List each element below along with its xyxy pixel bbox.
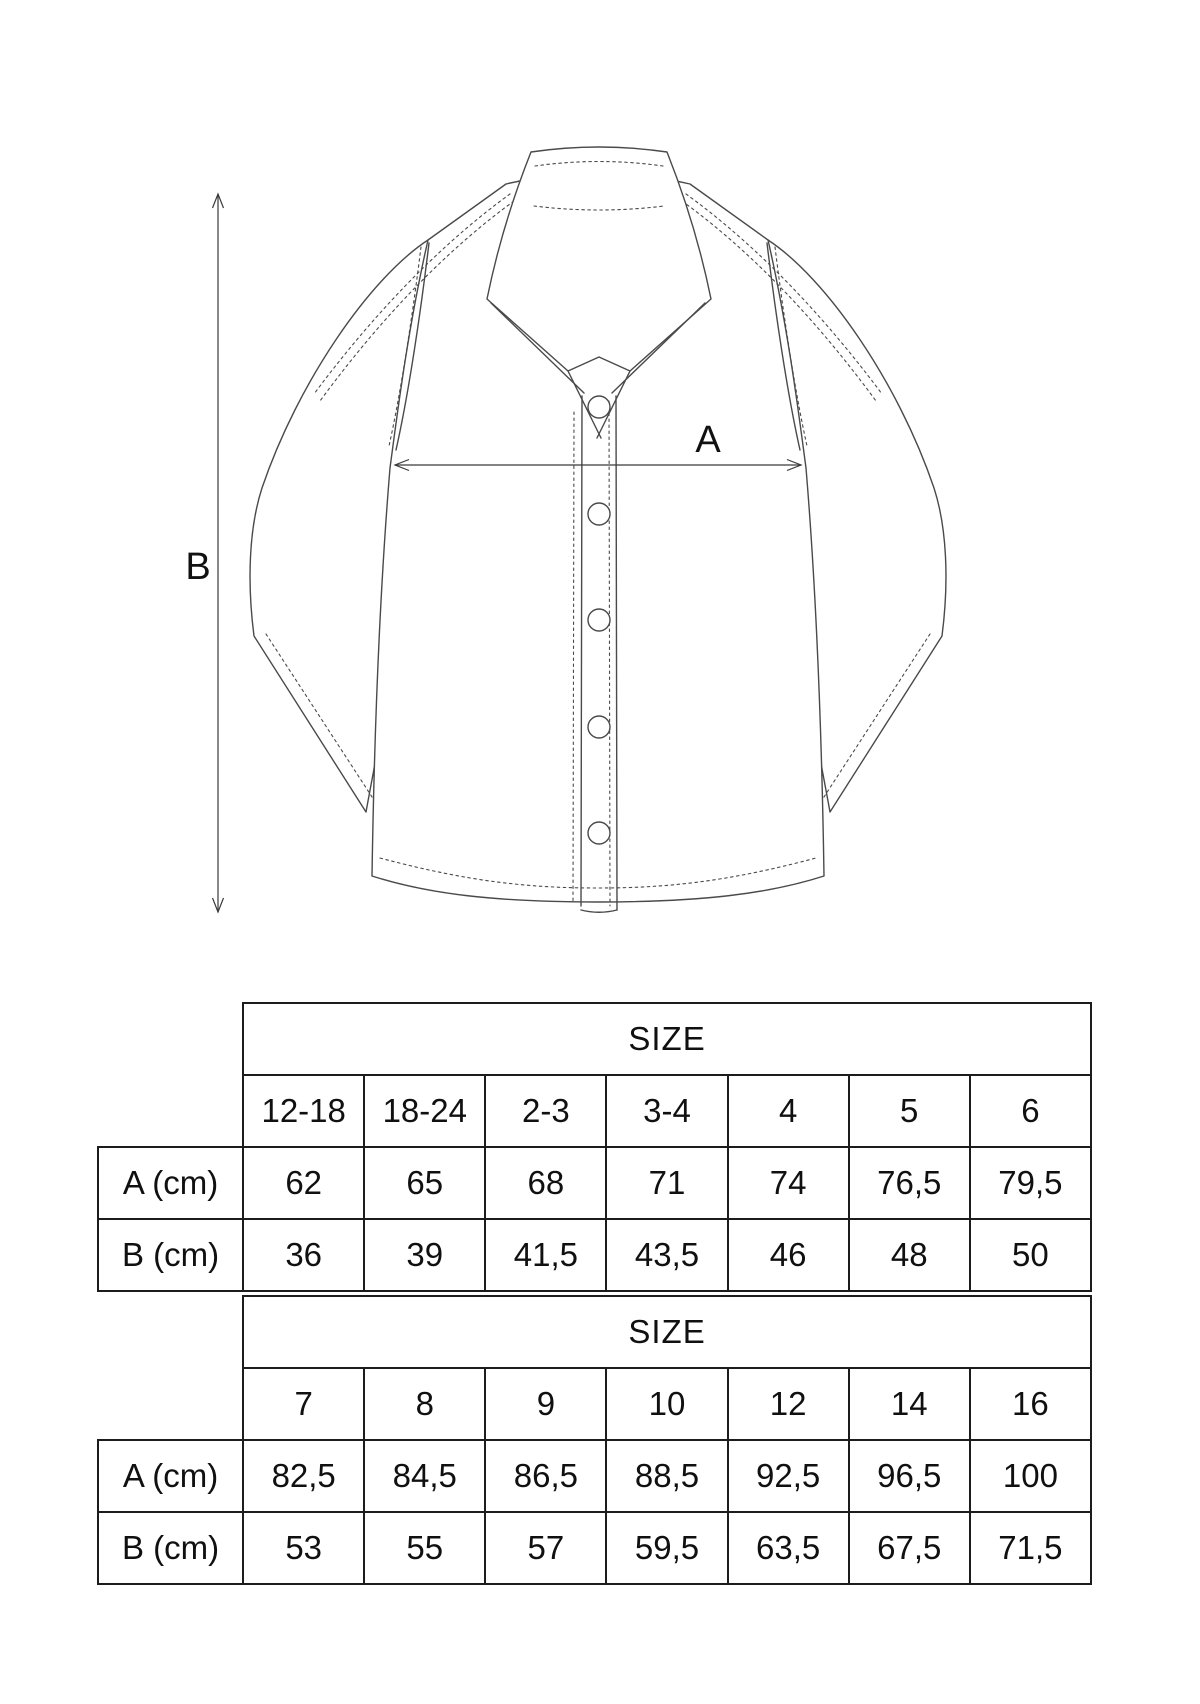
row-label-b: B (cm) [98,1512,243,1584]
b-value: 41,5 [485,1219,606,1291]
size-label: 8 [364,1368,485,1440]
button [588,503,610,525]
size-label: 10 [606,1368,727,1440]
b-value: 55 [364,1512,485,1584]
spacer-cell [98,1368,243,1440]
length-dimension-label: B [185,546,211,588]
row-label-a: A (cm) [98,1440,243,1512]
size-label: 12 [728,1368,849,1440]
b-value: 71,5 [970,1512,1091,1584]
b-value: 53 [243,1512,364,1584]
size-label: 9 [485,1368,606,1440]
placket-edge [616,396,617,910]
a-value: 82,5 [243,1440,364,1512]
size-table-1 [97,1002,1092,1292]
b-value: 36 [243,1219,364,1291]
button [588,396,610,418]
a-value: 92,5 [728,1440,849,1512]
row-label-b: B (cm) [98,1219,243,1291]
a-value: 71 [606,1147,727,1219]
a-value: 86,5 [485,1440,606,1512]
spacer-cell [98,1003,243,1075]
b-value: 39 [364,1219,485,1291]
placket-edge [581,396,582,906]
a-value: 84,5 [364,1440,485,1512]
size-label: 6 [970,1075,1091,1147]
size-label: 4 [728,1075,849,1147]
a-value: 79,5 [970,1147,1091,1219]
a-value: 96,5 [849,1440,970,1512]
b-value: 48 [849,1219,970,1291]
size-label: 12-18 [243,1075,364,1147]
size-label: 14 [849,1368,970,1440]
size-label: 2-3 [485,1075,606,1147]
a-value: 74 [728,1147,849,1219]
a-value: 62 [243,1147,364,1219]
size-header: SIZE [243,1003,1091,1075]
size-label: 3-4 [606,1075,727,1147]
b-value: 59,5 [606,1512,727,1584]
size-label: 7 [243,1368,364,1440]
size-header: SIZE [243,1296,1091,1368]
button [588,609,610,631]
button [588,822,610,844]
b-value: 50 [970,1219,1091,1291]
width-dimension-label: A [695,419,721,461]
a-value: 68 [485,1147,606,1219]
b-value: 43,5 [606,1219,727,1291]
size-label: 16 [970,1368,1091,1440]
b-value: 46 [728,1219,849,1291]
spacer-cell [98,1075,243,1147]
spacer-cell [98,1296,243,1368]
size-label: 5 [849,1075,970,1147]
b-value: 67,5 [849,1512,970,1584]
size-table-2 [97,1295,1092,1585]
size-label: 18-24 [364,1075,485,1147]
row-label-a: A (cm) [98,1147,243,1219]
b-value: 57 [485,1512,606,1584]
a-value: 100 [970,1440,1091,1512]
button [588,716,610,738]
a-value: 65 [364,1147,485,1219]
a-value: 76,5 [849,1147,970,1219]
placket-bottom [581,910,617,912]
a-value: 88,5 [606,1440,727,1512]
b-value: 63,5 [728,1512,849,1584]
